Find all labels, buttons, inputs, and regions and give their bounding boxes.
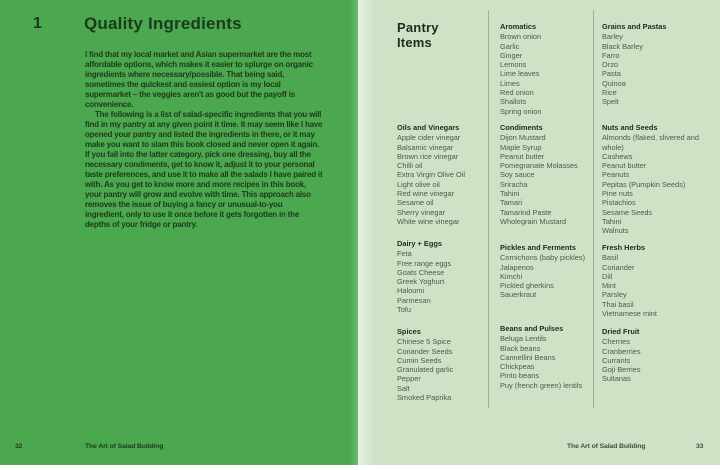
section-items [500, 32, 596, 116]
section-title: Spices [397, 327, 421, 336]
pantry-item: Pasta [602, 69, 621, 79]
pantry-item: Pepitas (Pumpkin Seeds) [602, 179, 686, 189]
pantry-item: Feta [397, 249, 412, 259]
pantry-item: Brown rice vinegar [397, 151, 459, 161]
pantry-item: Thai basil [602, 299, 634, 309]
pantry-item: Light olive oil [397, 179, 440, 189]
section-items [602, 133, 706, 235]
pantry-item: Apple cider vinegar [397, 133, 461, 143]
pantry-item: Walnuts [602, 226, 629, 236]
pantry-item: Ginger [500, 50, 523, 60]
section-items [397, 337, 489, 402]
pantry-section-nuts-and-seeds [602, 123, 706, 236]
section-items [602, 253, 706, 318]
pantry-item: White wine vinegar [397, 216, 460, 226]
section-items [500, 334, 597, 390]
pantry-item: Tahini [500, 189, 520, 199]
running-title: The Art of Salad Building [85, 443, 164, 450]
pantry-item: Shallots [500, 97, 527, 107]
pantry-item: Parmesan [397, 295, 431, 305]
section-title: Beans and Pulses [500, 324, 564, 333]
pantry-item: Almonds (flaked, slivered and whole) [602, 133, 699, 152]
pantry-item: Pine nuts [602, 189, 633, 199]
pantry-item: Red onion [500, 88, 534, 98]
right-page [358, 0, 720, 465]
pantry-item: Mint [602, 281, 616, 291]
pantry-section-dried-fruit [602, 327, 706, 384]
gutter-shade [358, 0, 374, 465]
section-title: Grains and Pastas [602, 22, 667, 31]
pantry-item: Beluga Lentils [500, 334, 547, 344]
pantry-item: Free range eggs [397, 258, 452, 268]
pantry-item: Spring onion [500, 106, 542, 116]
pantry-item: Peanuts [602, 170, 630, 180]
pantry-item: Spelt [602, 97, 619, 107]
pantry-item: Lime leaves [500, 69, 540, 79]
pantry-item: Chinese 5 Spice [397, 337, 451, 347]
pantry-section-pickles-and-ferments [500, 243, 597, 300]
pantry-item: Jalapenos [500, 262, 534, 272]
pantry-item: Puy (french green) lentils [500, 380, 583, 390]
section-items [397, 133, 489, 226]
pantry-item: Vietnamese mint [602, 309, 657, 319]
pantry-item: Cherries [602, 337, 630, 347]
pantry-section-condiments [500, 123, 596, 226]
pantry-item: Dill [602, 271, 613, 281]
pantry-item: Sherry vinegar [397, 207, 446, 217]
section-items [602, 337, 706, 383]
pantry-item: Peanut butter [500, 151, 545, 161]
section-title: Dairy + Eggs [397, 239, 442, 248]
section-items [397, 249, 489, 314]
pantry-item: Sriracha [500, 179, 528, 189]
pantry-item: Tahini [602, 216, 622, 226]
pantry-item: Salt [397, 383, 410, 393]
pantry-item: Kimchi [500, 271, 523, 281]
pantry-items-heading: Pantry Items [397, 20, 439, 50]
left-page [0, 0, 358, 465]
pantry-item: Farro [602, 50, 620, 60]
pantry-item: Goji Berries [602, 365, 641, 375]
pantry-item: Tamarind Paste [500, 207, 552, 217]
chapter-number: 1 [33, 15, 43, 32]
pantry-item: Pepper [397, 374, 421, 384]
section-items [500, 133, 596, 226]
body-paragraph: The following is a list of salad-specific ingredients that you will find in my pantry at any given point it time. It may seem like I have opened your pantry and listed the ingredients in there, or it may make you want to slam this book closed and never open it again. If you fall into the latter category, pick one dressing, buy all the necessary condiments, get to know it, adjust it to your personal taste preferences, and use it to make all the salads I have paired it with. As you get to know more and more recipes in this book, your pantry will grow and evolve with time. This approach also removes the issue of buying a fancy or unusual-to-you ingredient, only to use it once before it gets forgotten in the depths of your fridge or pantry. [85, 110, 323, 229]
pantry-item: Parsley [602, 290, 627, 300]
pantry-item: Tamari [500, 198, 523, 208]
page-number: 32 [15, 443, 23, 450]
pantry-item: Orzo [602, 60, 619, 70]
page-number: 33 [696, 443, 704, 450]
pantry-item: Pomegranate Molasses [500, 161, 578, 171]
pantry-item: Peanut butter [602, 161, 647, 171]
running-title: The Art of Salad Building [567, 443, 646, 450]
pantry-item: Extra Virgin Olive Oil [397, 170, 466, 180]
chapter-title: Quality Ingredients [84, 14, 242, 33]
section-title: Oils and Vinegars [397, 123, 460, 132]
pantry-item: Pistachios [602, 198, 636, 208]
section-title: Nuts and Seeds [602, 123, 658, 132]
pantry-item: Sultanas [602, 374, 631, 384]
pantry-item: Cumin Seeds [397, 355, 442, 365]
pantry-section-grains-and-pastas [602, 22, 706, 107]
pantry-item: Dijon Mustard [500, 133, 546, 143]
pantry-item: Cranberries [602, 346, 641, 356]
pantry-item: Brown onion [500, 32, 542, 42]
pantry-item: Tofu [397, 305, 411, 315]
pantry-item: Balsamic vinegar [397, 142, 454, 152]
pantry-item: Sesame Seeds [602, 207, 653, 217]
pantry-item: Soy sauce [500, 170, 535, 180]
pantry-item: Red wine vinegar [397, 189, 455, 199]
pantry-item: Limes [500, 78, 520, 88]
pantry-section-fresh-herbs [602, 243, 706, 318]
pantry-item: Black Barley [602, 41, 644, 51]
section-items [500, 253, 597, 299]
section-title: Condiments [500, 123, 543, 132]
section-title: Pickles and Ferments [500, 243, 576, 252]
pantry-item: Sauerkraut [500, 290, 537, 300]
pantry-item: Lemons [500, 60, 527, 70]
pantry-item: Chickpeas [500, 362, 535, 372]
section-title: Fresh Herbs [602, 243, 646, 252]
pantry-item: Granulated garlic [397, 365, 454, 375]
pantry-item: Rice [602, 88, 617, 98]
pantry-item: Cornichons (baby pickles) [500, 253, 586, 263]
section-title: Aromatics [500, 22, 537, 31]
pantry-item: Sesame oil [397, 198, 434, 208]
pantry-section-aromatics [500, 22, 596, 116]
pantry-item: Greek Yoghurt [397, 277, 445, 287]
pantry-item: Garlic [500, 41, 520, 51]
section-title: Dried Fruit [602, 327, 640, 336]
pantry-item: Chilli oil [397, 161, 423, 171]
pantry-item: Smoked Paprika [397, 393, 452, 403]
chapter-body [85, 50, 323, 230]
pantry-item: Goats Cheese [397, 267, 445, 277]
pantry-section-beans-and-pulses [500, 324, 597, 390]
pantry-section-spices [397, 327, 489, 402]
pantry-item: Cashews [602, 151, 633, 161]
pantry-item: Haloumi [397, 286, 425, 296]
pantry-item: Pinto beans [500, 371, 540, 381]
section-items [602, 32, 706, 106]
pantry-item: Currants [602, 355, 631, 365]
pantry-item: Basil [602, 253, 619, 263]
pantry-item: Cannellini Beans [500, 352, 556, 362]
pantry-item: Wholegrain Mustard [500, 216, 567, 226]
pantry-section-dairy-eggs [397, 239, 489, 314]
pantry-item: Coriander Seeds [397, 346, 453, 356]
pantry-item: Black beans [500, 343, 541, 353]
pantry-item: Coriander [602, 262, 635, 272]
body-paragraph: I find that my local market and Asian supermarket are the most affordable options, which makes it easier to splurge on organic ingredients where necessary/possible. That being said, sometimes the quickest and easiest option is my local supermarket – the veggies aren't as good but the payoff is convenience. [85, 50, 313, 109]
pantry-item: Pickled gherkins [500, 281, 554, 291]
pantry-section-oils-and-vinegars [397, 123, 489, 226]
pantry-item: Maple Syrup [500, 142, 542, 152]
pantry-item: Barley [602, 32, 623, 42]
pantry-item: Quinoa [602, 78, 626, 88]
